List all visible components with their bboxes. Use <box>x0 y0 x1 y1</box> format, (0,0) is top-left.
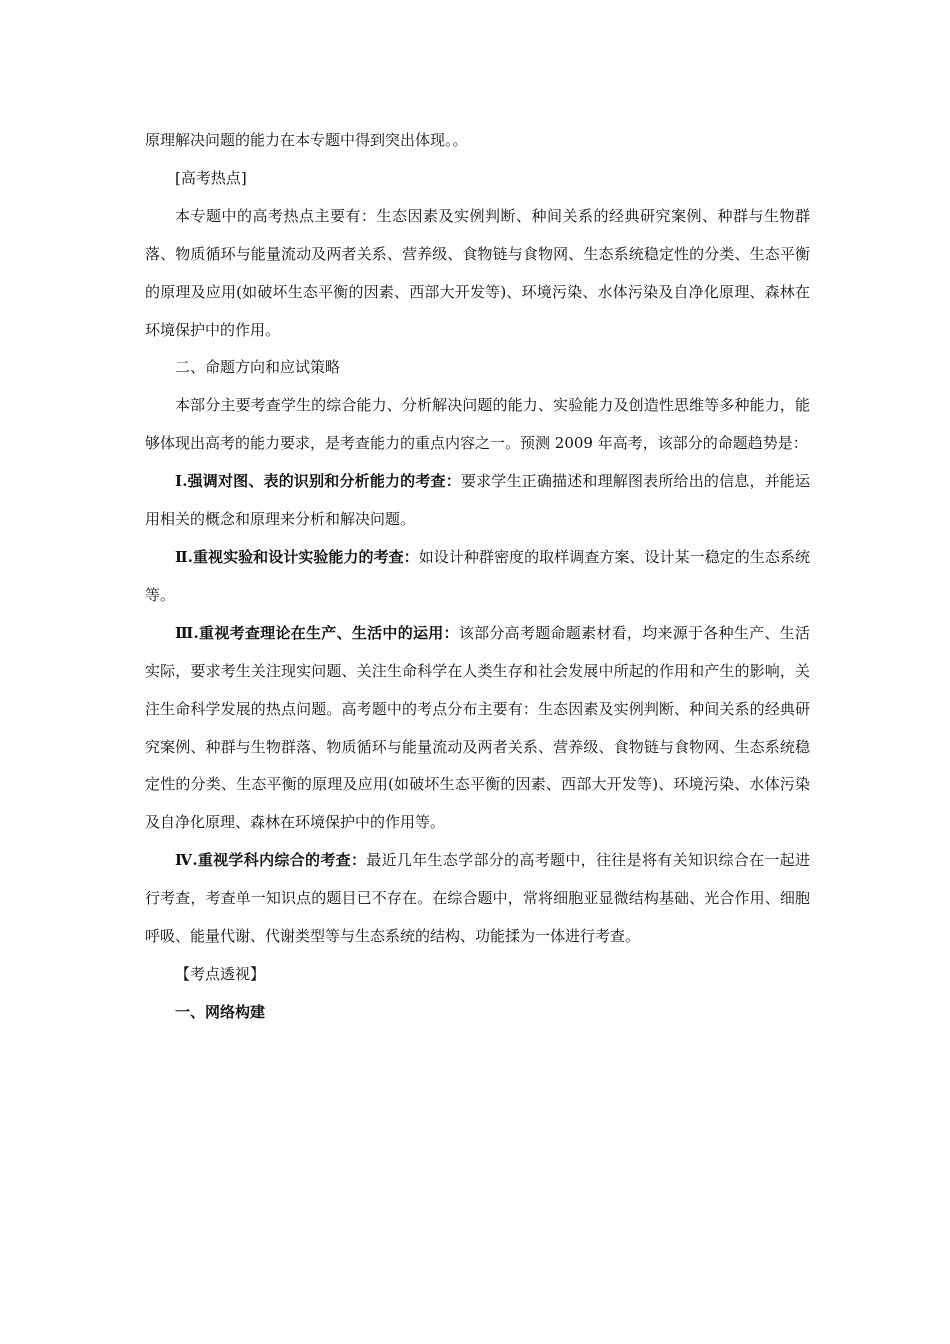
trend-item-2-text: 如设计种群密度的取样调查方案、设计某一稳定的生态系统等。 <box>145 547 810 604</box>
trend-item-1-label: Ⅰ.强调对图、表的识别和分析能力的考查： <box>175 472 461 491</box>
trend-item-3 <box>145 615 810 842</box>
trend-item-2-label: Ⅱ.重视实验和设计实验能力的考查： <box>175 547 419 566</box>
hot-topics-paragraph: 本专题中的高考热点主要有：生态因素及实例判断、种间关系的经典研究案例、种群与生物群落、物质循环与能量流动及两者关系、营养级、食物链与食物网、生态系统稳定性的分类、生态平衡的原理及应用(如破坏生态平衡的因素、西部大开发等)、环境污染、水体污染及自净化原理、森林在环境保护中的作用。 <box>145 206 810 339</box>
trend-item-4 <box>145 842 810 956</box>
trend-item-1 <box>145 463 810 539</box>
kaodian-heading: 【考点透视】 <box>175 964 266 983</box>
section-2-heading: 二、命题方向和应试策略 <box>175 358 341 377</box>
trend-item-4-label: Ⅳ.重视学科内综合的考查： <box>175 851 367 870</box>
trend-item-2 <box>145 539 810 615</box>
trend-item-3-text: 该部分高考题命题素材看，均来源于各种生产、生活实际，要求考生关注现实问题、关注生命科学在人类生存和社会发展中所起的作用和产生的影响，关注生命科学发展的热点问题。高考题中的考点分布主要有：生态因素及实例判断、种间关系的经典研究案例、种群与生物群落、物质循环与能量流动及两者关系、营养级、食物链与食物网、生态系统稳定性的分类、生态平衡的原理及应用(如破坏生态平衡的因素、西部大开发等)、环境污染、水体污染及自净化原理、森林在环境保护中的作用等。 <box>145 623 810 832</box>
trend-item-4-text: 最近几年生态学部分的高考题中，往往是将有关知识综合在一起进行考查，考查单一知识点的题目已不存在。在综合题中，常将细胞亚显微结构基础、光合作用、细胞呼吸、能量代谢、代谢类型等与生态系统的结构、功能揉为一体进行考查。 <box>145 851 810 946</box>
section-2-paragraph: 本部分主要考查学生的综合能力、分析解决问题的能力、实验能力及创造性思维等多种能力，能够体现出高考的能力要求，是考查能力的重点内容之一。预测 2009 年高考，该部分的命题趋势是： <box>145 396 810 453</box>
trend-item-3-label: Ⅲ.重视考查理论在生产、生活中的运用： <box>175 623 459 642</box>
intro-continuation-paragraph: 原理解决问题的能力在本专题中得到突出体现。。 <box>145 131 468 149</box>
trend-item-1-text: 要求学生正确描述和理解图表所给出的信息，并能运用相关的概念和原理来分析和解决问题。 <box>145 472 810 529</box>
document-body <box>145 122 810 1032</box>
hot-topics-heading: [高考热点] <box>175 168 247 187</box>
network-heading: 一、网络构建 <box>175 1002 266 1021</box>
